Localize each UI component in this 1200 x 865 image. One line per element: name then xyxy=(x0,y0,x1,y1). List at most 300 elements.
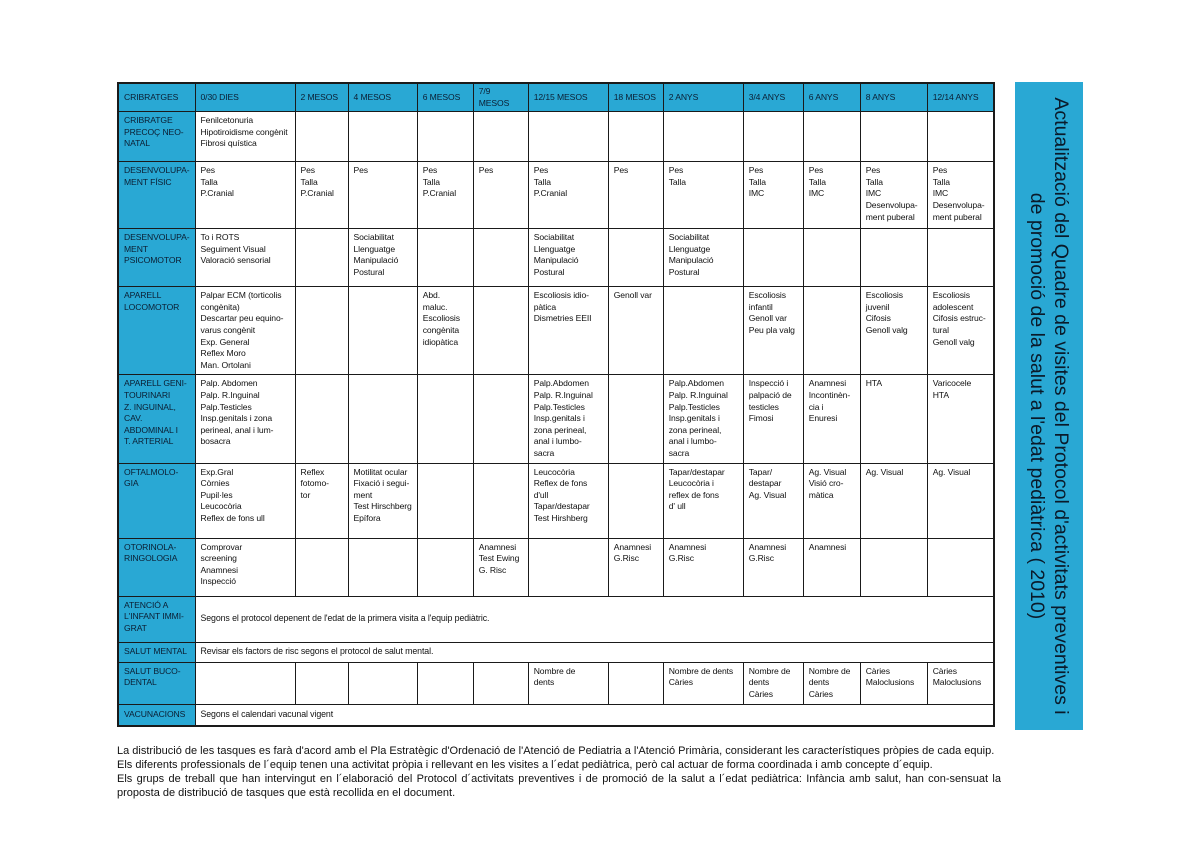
cell-line: Leucocòria xyxy=(533,466,575,477)
row-label xyxy=(118,662,195,704)
cell-line: Talla xyxy=(200,176,218,187)
cell-line: Palp.Abdomen xyxy=(668,378,724,389)
cell-line: Test Ewing xyxy=(478,553,520,564)
table-cell xyxy=(860,287,927,375)
cell-line: Exp. General xyxy=(200,336,250,347)
cell-line: Enuresi xyxy=(808,413,838,424)
cell-line: Nombre de xyxy=(748,665,791,676)
header-age-column: 6 MESOS xyxy=(417,83,473,112)
cell-line: Genoll var xyxy=(613,290,652,301)
cell-line: testicles xyxy=(748,401,779,412)
cell-line: Nombre de xyxy=(533,665,576,676)
cell-line: P.Cranial xyxy=(300,188,334,199)
footer-paragraph-2: Els diferents professionals de l´equip tenen una activitat pròpia i rellevant en les visites a l´edat pediàtrica, però cal actuar de forma coordinada i amb concepte d´equip. xyxy=(117,759,933,771)
table-cell xyxy=(348,229,417,287)
cell-line: Escoliosis xyxy=(932,290,970,301)
cell-line: Fimosi xyxy=(748,413,774,424)
table-cell xyxy=(195,287,295,375)
table-row xyxy=(118,229,994,287)
cell-line: juvenil xyxy=(865,301,890,312)
cell-line: Z. INGUINAL, xyxy=(124,401,176,412)
table-cell xyxy=(663,538,743,596)
cell-line: Desenvolupa- xyxy=(865,199,918,210)
table-cell xyxy=(417,662,473,704)
cell-line: Pes xyxy=(533,165,549,176)
table-cell xyxy=(860,463,927,538)
header-age-column: 6 ANYS xyxy=(803,83,860,112)
cell-line: Fenilcetonuria xyxy=(200,115,254,126)
cell-line: Talla xyxy=(932,176,950,187)
table-cell xyxy=(743,162,803,229)
table-cell xyxy=(803,662,860,704)
cell-line: SALUT BUCO- xyxy=(124,665,181,676)
table-cell xyxy=(528,287,608,375)
table-cell xyxy=(860,375,927,463)
cell-line: P.Cranial xyxy=(200,188,234,199)
cell-line: GIA xyxy=(124,478,139,489)
cell-line: Ag. Visual xyxy=(808,466,847,477)
table-cell xyxy=(743,538,803,596)
table-cell xyxy=(528,538,608,596)
cell-line: TOURINARI xyxy=(124,389,171,400)
table-cell xyxy=(348,538,417,596)
cell-line: Pes xyxy=(865,165,881,176)
cell-line: Pes xyxy=(353,165,369,176)
cell-line: VACUNACIONS xyxy=(124,708,186,719)
table-cell xyxy=(860,538,927,596)
table-cell xyxy=(663,229,743,287)
cell-line: Llenguatge xyxy=(533,243,576,254)
cell-line: Anamnesi xyxy=(478,541,517,552)
table-cell xyxy=(473,538,528,596)
cell-line: Genoll valg xyxy=(932,336,975,347)
table-cell xyxy=(528,375,608,463)
cell-line: LOCOMOTOR xyxy=(124,301,180,312)
cell-line: G.Risc xyxy=(668,553,694,564)
cell-line: ATENCIÓ A xyxy=(124,599,169,610)
table-cell xyxy=(295,229,348,287)
table-cell xyxy=(195,662,295,704)
span-row xyxy=(118,704,994,726)
cell-line: G. Risc xyxy=(478,564,507,575)
table-cell xyxy=(473,662,528,704)
header-age-column: 8 ANYS xyxy=(860,83,927,112)
cell-line: Palp.Testicles xyxy=(533,401,585,412)
table-cell xyxy=(473,229,528,287)
cell-line: Postural xyxy=(533,266,565,277)
cell-line: Càries xyxy=(668,677,693,688)
cell-line: Tapar/ xyxy=(748,466,772,477)
table-cell xyxy=(417,162,473,229)
table-cell xyxy=(348,112,417,162)
cell-line: ment xyxy=(353,489,373,500)
cell-line: d' ull xyxy=(668,501,686,512)
cell-line: Genoll valg xyxy=(865,324,908,335)
cell-line: Palp.Testicles xyxy=(668,401,720,412)
cell-line: Càries xyxy=(748,688,773,699)
cell-line: Reflex Moro xyxy=(200,348,246,359)
table-cell xyxy=(295,538,348,596)
side-title: Actualització del Quadre de visites del Protocol d'activitats preventives i de promoció de la salut a l'edat pediàtrica ( 2010) xyxy=(1026,97,1072,715)
cell-line: HTA xyxy=(932,389,949,400)
table-cell xyxy=(803,538,860,596)
cell-line: Nombre de dents xyxy=(668,665,734,676)
cell-line: Talla xyxy=(300,176,318,187)
cell-line: Anamnesi xyxy=(808,541,847,552)
cell-line: pàtica xyxy=(533,301,557,312)
header-age-column: 2 MESOS xyxy=(295,83,348,112)
cell-line: Talla xyxy=(668,176,686,187)
cell-line: IMC xyxy=(865,188,882,199)
cell-line: congènita xyxy=(422,324,460,335)
table-cell xyxy=(608,538,663,596)
table-cell xyxy=(528,162,608,229)
table-cell xyxy=(473,463,528,538)
table-cell xyxy=(417,229,473,287)
table-cell xyxy=(927,463,994,538)
row-label xyxy=(118,287,195,375)
table-cell xyxy=(743,662,803,704)
table-cell xyxy=(295,662,348,704)
table-cell xyxy=(860,662,927,704)
span-text: Segons el calendari vacunal vigent xyxy=(195,704,994,726)
table-cell xyxy=(195,229,295,287)
cell-line: Varicocele xyxy=(932,378,972,389)
cell-line: dents xyxy=(748,677,770,688)
cell-line: Seguiment Visual xyxy=(200,243,266,254)
header-age-column: 12/14 ANYS xyxy=(927,83,994,112)
cell-line: Pes xyxy=(932,165,948,176)
footer-paragraph-1: La distribució de les tasques es farà d'acord amb el Pla Estratègic d'Ordenació de l'Atenció de Pediatria a l'Atenció Primària, considerant les característiques pròpies de cada equip. xyxy=(117,745,995,757)
cell-line: APARELL xyxy=(124,290,162,301)
cell-line: Talla xyxy=(748,176,766,187)
cell-line: Leucocòria xyxy=(200,501,242,512)
table-row xyxy=(118,375,994,463)
table-cell xyxy=(927,162,994,229)
span-row xyxy=(118,596,994,642)
cell-line: Pes xyxy=(748,165,764,176)
row-label xyxy=(118,112,195,162)
table-cell xyxy=(417,463,473,538)
side-title-panel xyxy=(1015,82,1083,730)
cell-line: MENT xyxy=(124,243,148,254)
cell-line: Leucocòria i xyxy=(668,478,714,489)
cell-line: adolescent xyxy=(932,301,974,312)
row-label xyxy=(118,162,195,229)
cell-line: IMC xyxy=(808,188,825,199)
table-row xyxy=(118,112,994,162)
cell-line: L'INFANT IMMI- xyxy=(124,611,184,622)
cell-line: Insp.genitals i xyxy=(533,413,585,424)
row-label xyxy=(118,375,195,463)
table-cell xyxy=(528,229,608,287)
cell-line: G.Risc xyxy=(613,553,639,564)
table-cell xyxy=(743,229,803,287)
table-cell xyxy=(295,463,348,538)
header-row xyxy=(118,83,994,112)
cell-line: Escoliosis idio- xyxy=(533,290,589,301)
cell-line: Ag. Visual xyxy=(748,489,787,500)
cell-line: Palpar ECM (torticolis xyxy=(200,290,282,301)
cell-line: anal i lumbo- xyxy=(668,436,717,447)
table-cell xyxy=(195,162,295,229)
table-cell xyxy=(295,287,348,375)
row-label xyxy=(118,463,195,538)
table-cell xyxy=(608,375,663,463)
table-cell xyxy=(927,375,994,463)
table-cell xyxy=(295,162,348,229)
cell-line: Pes xyxy=(808,165,824,176)
cell-line: Càries xyxy=(932,665,957,676)
cell-line: Fixació i segui- xyxy=(353,478,410,489)
cell-line: RINGOLOGIA xyxy=(124,553,178,564)
cell-line: sacra xyxy=(533,447,555,458)
cell-line: Pes xyxy=(668,165,684,176)
header-age-column: 2 ANYS xyxy=(663,83,743,112)
table-cell xyxy=(860,229,927,287)
cell-line: tural xyxy=(932,324,949,335)
cell-line: varus congènit xyxy=(200,324,255,335)
cell-line: Pes xyxy=(422,165,438,176)
table-cell xyxy=(608,463,663,538)
header-age-column: 18 MESOS xyxy=(608,83,663,112)
cell-line: Insp.genitals i zona xyxy=(200,413,273,424)
cell-line: Anamnesi xyxy=(748,541,787,552)
table-cell xyxy=(528,463,608,538)
cell-line: congènita) xyxy=(200,301,240,312)
table-cell xyxy=(295,375,348,463)
cell-line: Anamnesi xyxy=(200,564,238,575)
cell-line: Pupil·les xyxy=(200,489,233,500)
cell-line: Palp. R.Inguinal xyxy=(200,389,260,400)
row-label xyxy=(118,642,195,662)
table-cell xyxy=(528,662,608,704)
cell-line: Manipulació xyxy=(353,255,399,266)
cell-line: Peu pla valg xyxy=(748,324,795,335)
cell-line: Manipulació xyxy=(668,255,714,266)
table-cell xyxy=(195,375,295,463)
cell-line: OFTALMOLO- xyxy=(124,466,179,477)
cell-line: DENTAL xyxy=(124,677,157,688)
cell-line: Talla xyxy=(533,176,551,187)
cell-line: Exp.Gral xyxy=(200,466,234,477)
cell-line: P.Cranial xyxy=(533,188,568,199)
cell-line: dents xyxy=(808,677,830,688)
cell-line: Escoliosis xyxy=(748,290,786,301)
table-cell xyxy=(608,662,663,704)
cell-line: bosacra xyxy=(200,436,231,447)
table-cell xyxy=(663,162,743,229)
header-age-column: 0/30 DIES xyxy=(195,83,295,112)
cell-line: Tapar/destapar xyxy=(533,501,590,512)
cell-line: APARELL GENI- xyxy=(124,378,187,389)
cell-line: PSICOMOTOR xyxy=(124,255,182,266)
cell-line: Test Hirshberg xyxy=(533,512,588,523)
table-cell xyxy=(663,287,743,375)
table-cell xyxy=(473,287,528,375)
table-cell xyxy=(927,287,994,375)
row-label xyxy=(118,704,195,726)
cell-line: fotomo- xyxy=(300,478,329,489)
row-label xyxy=(118,596,195,642)
cell-line: CAV. xyxy=(124,413,143,424)
cell-line: zona perineal, xyxy=(533,424,587,435)
cell-line: Palp.Abdomen xyxy=(533,378,589,389)
table-cell xyxy=(803,229,860,287)
cell-line: Cifosis estruc- xyxy=(932,313,986,324)
cell-line: tor xyxy=(300,489,311,500)
span-row xyxy=(118,642,994,662)
cell-line: MENT FÍSIC xyxy=(124,176,172,187)
cell-line: Talla xyxy=(422,176,440,187)
header-age-column: 3/4 ANYS xyxy=(743,83,803,112)
cell-line: Pes xyxy=(200,165,216,176)
cell-line: Anamnesi xyxy=(668,541,707,552)
table-cell xyxy=(927,662,994,704)
cell-line: Genoll var xyxy=(748,313,787,324)
table-cell xyxy=(195,538,295,596)
cell-line: HTA xyxy=(865,378,882,389)
cell-line: Anamnesi xyxy=(613,541,652,552)
cell-line: P.Cranial xyxy=(422,188,457,199)
table-cell xyxy=(348,662,417,704)
cell-line: anal i lumbo- xyxy=(533,436,582,447)
table-cell xyxy=(803,463,860,538)
row-label xyxy=(118,229,195,287)
cell-line: perineal, anal i lum- xyxy=(200,424,274,435)
table-row xyxy=(118,662,994,704)
table-cell xyxy=(803,287,860,375)
table-cell xyxy=(417,287,473,375)
cell-line: d'ull xyxy=(533,489,549,500)
table-row xyxy=(118,538,994,596)
screening-table xyxy=(117,82,995,727)
cell-line: zona perineal, xyxy=(668,424,722,435)
cell-line: idiopàtica xyxy=(422,336,459,347)
table-row xyxy=(118,463,994,538)
table-cell xyxy=(608,162,663,229)
cell-line: Tapar/destapar xyxy=(668,466,725,477)
cell-line: PRECOÇ NEO- xyxy=(124,126,184,137)
cell-line: Maloclusions xyxy=(865,677,915,688)
cell-line: palpació de xyxy=(748,389,792,400)
cell-line: Man. Ortolani xyxy=(200,359,251,370)
cell-line: Test Hirschberg xyxy=(353,501,412,512)
table-cell xyxy=(348,162,417,229)
cell-line: IMC xyxy=(748,188,765,199)
cell-line: screening xyxy=(200,553,237,564)
table-row xyxy=(118,162,994,229)
cell-line: Epífora xyxy=(353,512,381,523)
cell-line: Inspecció i xyxy=(748,378,789,389)
cell-line: Llenguatge xyxy=(668,243,711,254)
table-cell xyxy=(927,229,994,287)
table-cell xyxy=(803,375,860,463)
cell-line: GRAT xyxy=(124,622,147,633)
table-cell xyxy=(743,287,803,375)
cell-line: Reflex de fons ull xyxy=(200,512,265,523)
cell-line: infantil xyxy=(748,301,773,312)
table-cell xyxy=(663,375,743,463)
cell-line: Descartar peu equino- xyxy=(200,313,284,324)
table-cell xyxy=(417,538,473,596)
cell-line: NATAL xyxy=(124,138,150,149)
cell-line: Sociabilitat xyxy=(668,232,710,243)
cell-line: Escoliosis xyxy=(865,290,903,301)
cell-line: Sociabilitat xyxy=(353,232,394,243)
cell-line: ABDOMINAL I xyxy=(124,424,178,435)
cell-line: maluc. xyxy=(422,301,448,312)
cell-line: Pes xyxy=(300,165,316,176)
cell-line: Cifosis xyxy=(865,313,891,324)
cell-line: Postural xyxy=(353,266,385,277)
cell-line: Palp.Testicles xyxy=(200,401,252,412)
footer-paragraph-3: Els grups de treball que han intervingut en l´elaboració del Protocol d´activitats preventives i de promoció de la salut a l´edat pediàtrica: Infància amb salut, han con-sensuat la proposta de distribució de tasques que està recollida en el document. xyxy=(117,773,1001,799)
cell-line: Motilitat ocular xyxy=(353,466,408,477)
cell-line: Maloclusions xyxy=(932,677,982,688)
table-cell xyxy=(417,112,473,162)
cell-line: Postural xyxy=(668,266,700,277)
cell-line: Sociabilitat xyxy=(533,232,575,243)
cell-line: Valoració sensorial xyxy=(200,255,271,266)
cell-line: DESENVOLUPA- xyxy=(124,232,190,243)
cell-line: Incontinèn- xyxy=(808,389,851,400)
table-cell xyxy=(860,162,927,229)
cell-line: Abd. xyxy=(422,290,440,301)
cell-line: Hipotiroidisme congènit xyxy=(200,126,288,137)
table-cell xyxy=(663,463,743,538)
cell-line: Palp. R.Inguinal xyxy=(533,389,593,400)
table-row xyxy=(118,287,994,375)
cell-line: Ag. Visual xyxy=(932,466,971,477)
table-cell xyxy=(195,463,295,538)
cell-line: sacra xyxy=(668,447,690,458)
cell-line: Desenvolupa- xyxy=(932,199,985,210)
cell-line: Palp. Abdomen xyxy=(200,378,258,389)
table-cell xyxy=(743,375,803,463)
table-cell xyxy=(473,112,528,162)
cell-line: Talla xyxy=(808,176,826,187)
cell-line: ment puberal xyxy=(865,211,915,222)
table-cell xyxy=(417,375,473,463)
cell-line: Insp.genitals i xyxy=(668,413,720,424)
cell-line: Nombre de xyxy=(808,665,851,676)
cell-line: Ag. Visual xyxy=(865,466,904,477)
cell-line: destapar xyxy=(748,478,782,489)
cell-line: màtica xyxy=(808,489,834,500)
header-age-column: 12/15 MESOS xyxy=(528,83,608,112)
cell-line: Còrnies xyxy=(200,478,230,489)
span-text: Segons el protocol depenent de l'edat de la primera visita a l'equip pediàtric. xyxy=(195,596,994,642)
table-cell xyxy=(743,463,803,538)
cell-line: Visió cro- xyxy=(808,478,844,489)
table-cell xyxy=(663,662,743,704)
cell-line: Fibrosi quística xyxy=(200,138,257,149)
table-cell xyxy=(608,287,663,375)
cell-line: Talla xyxy=(865,176,883,187)
cell-line: cia i xyxy=(808,401,824,412)
table-cell xyxy=(348,375,417,463)
table-cell xyxy=(743,112,803,162)
cell-line: ment puberal xyxy=(932,211,982,222)
header-age-column: 4 MESOS xyxy=(348,83,417,112)
cell-line: Reflex xyxy=(300,466,325,477)
cell-line: Pes xyxy=(478,165,494,176)
cell-line: CRIBRATGE xyxy=(124,115,173,126)
cell-line: Comprovar xyxy=(200,541,243,552)
table-cell xyxy=(927,538,994,596)
cell-line: OTORINOLA- xyxy=(124,541,177,552)
